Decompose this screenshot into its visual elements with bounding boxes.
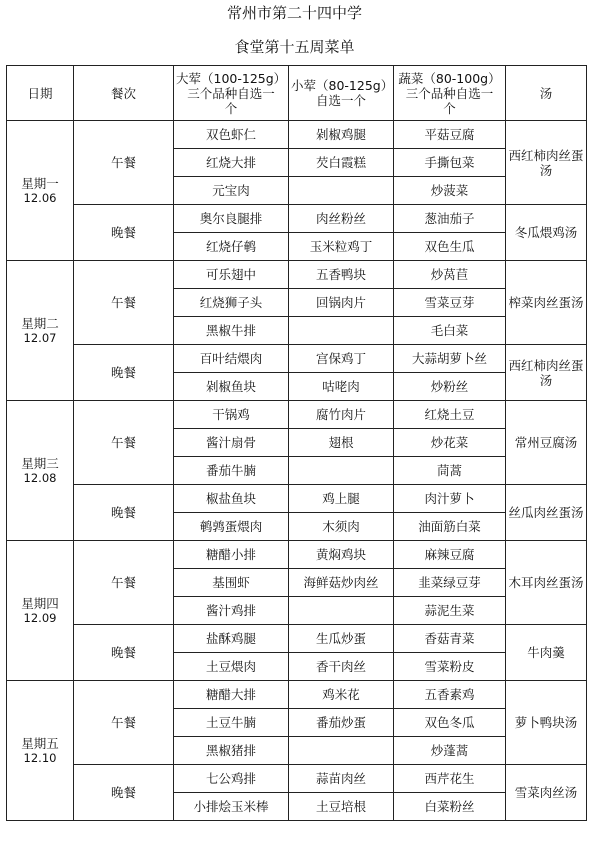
- vegetable-cell: 葱油茄子: [394, 205, 506, 233]
- meal-cell-lunch: 午餐: [74, 261, 174, 345]
- small-meat-cell: 土豆培根: [289, 793, 394, 821]
- small-meat-cell: [289, 737, 394, 765]
- table-row: [7, 765, 587, 793]
- small-meat-cell: 蒜苗肉丝: [289, 765, 394, 793]
- vegetable-cell: 香菇青菜: [394, 625, 506, 653]
- big-meat-cell: 小排烩玉米棒: [174, 793, 289, 821]
- small-meat-cell: 香干肉丝: [289, 653, 394, 681]
- soup-cell: 西红柿肉丝蛋汤: [506, 345, 587, 401]
- col-header-vegetable: [394, 66, 506, 121]
- col-header-big-meat: [174, 66, 289, 121]
- meal-cell-lunch: 午餐: [74, 541, 174, 625]
- big-meat-cell: 元宝肉: [174, 177, 289, 205]
- small-meat-cell: 生瓜炒蛋: [289, 625, 394, 653]
- small-meat-cell: 宫保鸡丁: [289, 345, 394, 373]
- big-meat-cell: 红烧大排: [174, 149, 289, 177]
- day-cell: [7, 261, 74, 401]
- col-header-small-meat-line: 小荤（80-125g）: [291, 78, 394, 93]
- small-meat-cell: 芡白霞糕: [289, 149, 394, 177]
- small-meat-cell: 番茄炒蛋: [289, 709, 394, 737]
- big-meat-cell: 七公鸡排: [174, 765, 289, 793]
- day-label: 星期四: [21, 595, 59, 611]
- meal-cell-lunch: 午餐: [74, 401, 174, 485]
- small-meat-cell: 剁椒鸡腿: [289, 121, 394, 149]
- big-meat-cell: 椒盐鱼块: [174, 485, 289, 513]
- col-header-vegetable-line: 蔬菜（80-100g）: [398, 70, 501, 86]
- vegetable-cell: 炒蓬蒿: [394, 737, 506, 765]
- vegetable-cell: 雪菜豆芽: [394, 289, 506, 317]
- soup-cell: 丝瓜肉丝蛋汤: [506, 485, 587, 541]
- vegetable-cell: 韭菜绿豆芽: [394, 569, 506, 597]
- table-row: [7, 121, 587, 149]
- big-meat-cell: 糖醋大排: [174, 681, 289, 709]
- soup-cell: 萝卜鸭块汤: [506, 681, 587, 765]
- vegetable-cell: 麻辣豆腐: [394, 541, 506, 569]
- vegetable-cell: 大蒜胡萝卜丝: [394, 345, 506, 373]
- col-header-big-meat-line: 三个品种自选一: [187, 85, 275, 101]
- big-meat-cell: 盐酥鸡腿: [174, 625, 289, 653]
- day-cell: [7, 681, 74, 821]
- soup-cell: 冬瓜煨鸡汤: [506, 205, 587, 261]
- big-meat-cell: 黑椒猪排: [174, 737, 289, 765]
- day-cell: [7, 121, 74, 261]
- vegetable-cell: 炒莴苣: [394, 261, 506, 289]
- day-label: 星期一: [21, 175, 59, 191]
- big-meat-cell: 剁椒鱼块: [174, 373, 289, 401]
- meal-cell-dinner: 晚餐: [74, 345, 174, 401]
- vegetable-cell: 肉汁萝卜: [394, 485, 506, 513]
- big-meat-cell: 干锅鸡: [174, 401, 289, 429]
- vegetable-cell: 红烧土豆: [394, 401, 506, 429]
- day-date: 12.10: [23, 750, 57, 765]
- meal-cell-dinner: 晚餐: [74, 625, 174, 681]
- small-meat-cell: 五香鸭块: [289, 261, 394, 289]
- day-date: 12.08: [23, 470, 57, 485]
- meal-cell-dinner: 晚餐: [74, 205, 174, 261]
- soup-cell: 牛肉羹: [506, 625, 587, 681]
- small-meat-cell: [289, 177, 394, 205]
- big-meat-cell: 糖醋小排: [174, 541, 289, 569]
- vegetable-cell: 五香素鸡: [394, 681, 506, 709]
- vegetable-cell: 炒花菜: [394, 429, 506, 457]
- col-header-small-meat: [289, 66, 394, 121]
- vegetable-cell: 雪菜粉皮: [394, 653, 506, 681]
- day-date: 12.07: [23, 330, 57, 345]
- big-meat-cell: 酱汁扇骨: [174, 429, 289, 457]
- col-header-date: 日期: [7, 66, 74, 121]
- menu-title: 食堂第十五周菜单: [234, 38, 355, 56]
- big-meat-cell: 土豆煨肉: [174, 653, 289, 681]
- table-row: [7, 401, 587, 429]
- big-meat-cell: 奥尔良腿排: [174, 205, 289, 233]
- soup-cell: 榨菜肉丝蛋汤: [506, 261, 587, 345]
- big-meat-cell: 番茄牛腩: [174, 457, 289, 485]
- big-meat-cell: 黑椒牛排: [174, 317, 289, 345]
- small-meat-cell: 鸡上腿: [289, 485, 394, 513]
- soup-cell: 常州豆腐汤: [506, 401, 587, 485]
- small-meat-cell: 木须肉: [289, 513, 394, 541]
- vegetable-cell: 炒菠菜: [394, 177, 506, 205]
- day-cell: [7, 541, 74, 681]
- big-meat-cell: 土豆牛腩: [174, 709, 289, 737]
- vegetable-cell: 双色生瓜: [394, 233, 506, 261]
- col-header-meal: 餐次: [74, 66, 174, 121]
- soup-cell: 西红柿肉丝蛋汤: [506, 121, 587, 205]
- col-header-big-meat-line: 大荤（100-125g）: [176, 70, 287, 86]
- small-meat-cell: 黄焖鸡块: [289, 541, 394, 569]
- vegetable-cell: 毛白菜: [394, 317, 506, 345]
- big-meat-cell: 百叶结煨肉: [174, 345, 289, 373]
- col-header-vegetable-line: 三个品种自选一: [405, 85, 494, 101]
- small-meat-cell: 咕咾肉: [289, 373, 394, 401]
- big-meat-cell: 酱汁鸡排: [174, 597, 289, 625]
- small-meat-cell: 肉丝粉丝: [289, 205, 394, 233]
- table-row: [7, 205, 587, 233]
- small-meat-cell: 海鲜菇炒肉丝: [289, 569, 394, 597]
- vegetable-cell: 蒜泥生菜: [394, 597, 506, 625]
- vegetable-cell: 双色冬瓜: [394, 709, 506, 737]
- table-row: [7, 261, 587, 289]
- meal-cell-dinner: 晚餐: [74, 485, 174, 541]
- big-meat-cell: 红烧仔鹌: [174, 233, 289, 261]
- table-row: [7, 541, 587, 569]
- col-header-soup: 汤: [506, 66, 587, 121]
- small-meat-cell: [289, 457, 394, 485]
- school-title: 常州市第二十四中学: [226, 4, 362, 22]
- small-meat-cell: [289, 597, 394, 625]
- day-label: 星期二: [21, 315, 59, 331]
- meal-cell-dinner: 晚餐: [74, 765, 174, 821]
- col-header-small-meat-line: 自选一个: [315, 93, 366, 108]
- col-header-vegetable-line: 个: [443, 100, 456, 116]
- small-meat-cell: 翅根: [289, 429, 394, 457]
- vegetable-cell: 茼蒿: [394, 457, 506, 485]
- vegetable-cell: 西芹花生: [394, 765, 506, 793]
- day-label: 星期三: [21, 455, 59, 471]
- vegetable-cell: 炒粉丝: [394, 373, 506, 401]
- vegetable-cell: 油面筋白菜: [394, 513, 506, 541]
- big-meat-cell: 双色虾仁: [174, 121, 289, 149]
- big-meat-cell: 鹌鹑蛋煨肉: [174, 513, 289, 541]
- small-meat-cell: 鸡米花: [289, 681, 394, 709]
- vegetable-cell: 平菇豆腐: [394, 121, 506, 149]
- meal-cell-lunch: 午餐: [74, 121, 174, 205]
- menu-table: [6, 65, 587, 821]
- vegetable-cell: 白菜粉丝: [394, 793, 506, 821]
- big-meat-cell: 可乐翅中: [174, 261, 289, 289]
- day-label: 星期五: [21, 735, 59, 751]
- small-meat-cell: 回锅肉片: [289, 289, 394, 317]
- day-date: 12.06: [23, 190, 57, 205]
- big-meat-cell: 基围虾: [174, 569, 289, 597]
- col-header-big-meat-line: 个: [224, 100, 238, 116]
- day-cell: [7, 401, 74, 541]
- small-meat-cell: 玉米粒鸡丁: [289, 233, 394, 261]
- soup-cell: 木耳肉丝蛋汤: [506, 541, 587, 625]
- table-row: [7, 485, 587, 513]
- day-date: 12.09: [23, 610, 57, 625]
- vegetable-cell: 手撕包菜: [394, 149, 506, 177]
- table-row: [7, 345, 587, 373]
- table-row: [7, 681, 587, 709]
- small-meat-cell: 腐竹肉片: [289, 401, 394, 429]
- big-meat-cell: 红烧狮子头: [174, 289, 289, 317]
- meal-cell-lunch: 午餐: [74, 681, 174, 765]
- soup-cell: 雪菜肉丝汤: [506, 765, 587, 821]
- header-row: [7, 66, 587, 121]
- table-row: [7, 625, 587, 653]
- small-meat-cell: [289, 317, 394, 345]
